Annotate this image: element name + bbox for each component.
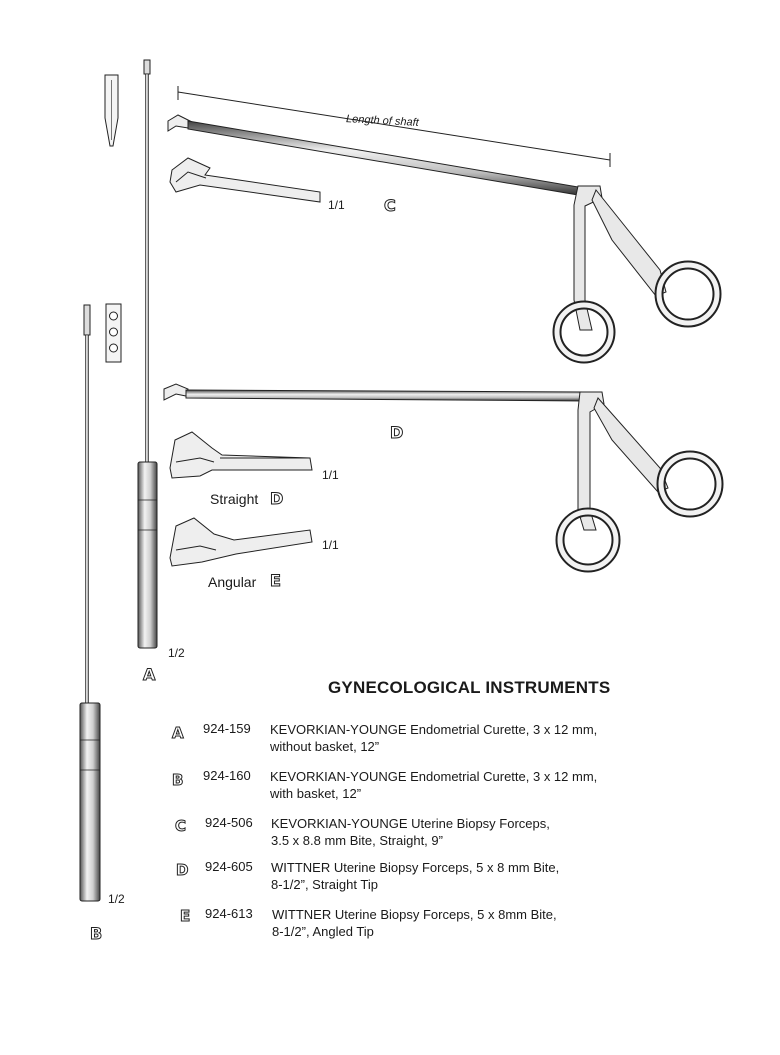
entry-description-line2: 8-1/2”, Angled Tip	[272, 924, 374, 939]
straight-label: Straight	[210, 491, 259, 507]
scale-label-c: 1/1	[328, 198, 345, 212]
entry-code: 924-613	[205, 906, 253, 921]
label-b: B	[90, 924, 103, 943]
entry-code: 924-160	[203, 768, 251, 783]
entry-description-line1: WITTNER Uterine Biopsy Forceps, 5 x 8 mm Bite,	[271, 860, 560, 875]
entry-description-line2: 8-1/2”, Straight Tip	[271, 877, 378, 892]
entry-code: 924-605	[205, 859, 253, 874]
scale-label-b: 1/2	[108, 892, 125, 906]
entry-description-line2: without basket, 12”	[270, 739, 380, 754]
label-a: A	[143, 665, 156, 684]
angular-tip-drawing	[170, 518, 312, 566]
label-d: D	[390, 423, 404, 442]
straight-tip-drawing	[170, 432, 312, 478]
angular-letter: E	[270, 571, 281, 590]
entry-letter: C	[175, 817, 187, 835]
entry-description-line1: KEVORKIAN-YOUNGE Endometrial Curette, 3 x 12 mm,	[270, 722, 598, 737]
entry-description-line2: with basket, 12”	[270, 786, 362, 801]
angular-label: Angular	[208, 574, 257, 590]
scale-label-angular: 1/1	[322, 538, 339, 552]
scale-label-straight: 1/1	[322, 468, 339, 482]
label-c: C	[384, 196, 396, 215]
entry-description-line1: KEVORKIAN-YOUNGE Endometrial Curette, 3 x 12 mm,	[270, 769, 598, 784]
entry-description-line1: KEVORKIAN-YOUNGE Uterine Biopsy Forceps,	[271, 816, 550, 831]
entry-letter: E	[180, 907, 191, 925]
entry-description-line1: WITTNER Uterine Biopsy Forceps, 5 x 8mm Bite,	[272, 907, 557, 922]
page-title: GYNECOLOGICAL INSTRUMENTS	[328, 678, 611, 697]
entry-code: 924-159	[203, 721, 251, 736]
entry-letter: D	[176, 861, 189, 879]
scale-label-a: 1/2	[168, 646, 185, 660]
entry-letter: B	[172, 771, 184, 789]
curette-b-drawing	[80, 304, 121, 901]
entry-description-line2: 3.5 x 8.8 mm Bite, Straight, 9”	[271, 833, 443, 848]
entry-letter: A	[172, 724, 184, 742]
shaft-length-label: Length of shaft	[345, 113, 420, 129]
straight-letter: D	[270, 489, 284, 508]
forceps-c-drawing	[168, 115, 717, 359]
entry-code: 924-506	[205, 815, 253, 830]
